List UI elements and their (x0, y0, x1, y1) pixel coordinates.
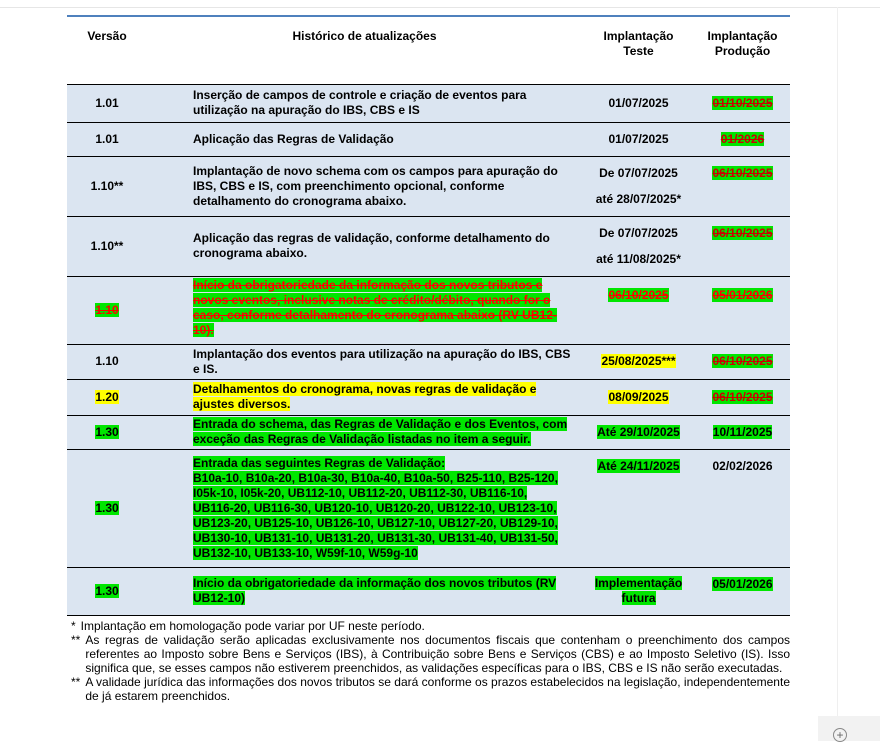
table-row (67, 122, 790, 156)
cell-teste: 01/07/2025 (608, 131, 669, 146)
cell-teste: 08/09/2025 (608, 389, 669, 404)
cell-teste: Até 29/10/2025 (597, 424, 680, 439)
cell-historico: Detalhamentos do cronograma, novas regras de validação e ajustes diversos. (193, 382, 537, 411)
viewer-top-border (0, 7, 880, 8)
footnotes (67, 619, 790, 703)
cell-producao: 10/11/2025 (712, 424, 773, 439)
cell-historico: Implantação de novo schema com os campos para apuração do IBS, CBS e IS, com preenchimento opcional, conforme detalhamento do cronograma abaixo. (193, 163, 558, 208)
document-page (67, 15, 790, 703)
cell-versao: 1.30 (95, 500, 119, 515)
table-row (67, 276, 790, 344)
cell-producao: 06/10/2025 (712, 165, 773, 180)
cell-historico: Aplicação das regras de validação, conforme detalhamento do cronograma abaixo. (193, 231, 550, 260)
cell-versao: 1.01 (95, 95, 119, 110)
header-historico: Histórico de atualizações (292, 29, 437, 43)
cell-producao: 01/10/2025 (712, 95, 773, 110)
table-row (67, 379, 790, 415)
footnote: * Implantação em homologação pode variar por UF neste período. (71, 618, 425, 633)
footnote: ** As regras de validação serão aplicadas exclusivamente nos documentos fiscais que contenham o preenchimento dos campos referentes ao Imposto sobre Bens e Serviços (IBS), à Contribuição sobre Bens e Serviços (CBS) e ao Imposto Seletivo (IS). Isso significa que, se esses campos não estiverem preenchidos, as validações específicas para o IBS, CBS e IS não serão executadas. (71, 632, 790, 675)
changelog-table (67, 15, 790, 616)
cell-producao: 02/02/2026 (712, 458, 773, 473)
table-row (67, 344, 790, 379)
footnote: ** A validade jurídica das informações dos novos tributos se dará conforme os prazos estabelecidos na legislação, independentemente de já estarem preenchidos. (71, 674, 790, 703)
cell-versao: 1.30 (95, 424, 119, 439)
table-row (67, 216, 790, 276)
plus-circle-icon: + (833, 728, 847, 742)
cell-teste: Até 24/11/2025 (597, 458, 680, 473)
table-row (67, 156, 790, 216)
table-row (67, 415, 790, 449)
viewer-right-border (837, 7, 838, 741)
cell-producao: 05/01/2026 (712, 576, 773, 591)
header-spacer (67, 70, 790, 84)
table-row (67, 449, 790, 567)
cell-teste: De 07/07/2025 até 28/07/2025* (595, 165, 682, 206)
cell-teste: De 07/07/2025 até 11/08/2025* (596, 225, 681, 266)
cell-historico: Entrada do schema, das Regras de Validação e dos Eventos, com exceção das Regras de Validação listadas no item a seguir. (193, 417, 568, 446)
cell-producao: 06/10/2025 (712, 225, 773, 240)
cell-teste: 01/07/2025 (608, 95, 669, 110)
cell-producao: 06/10/2025 (712, 389, 773, 404)
cell-teste: Implementação futura (594, 576, 683, 605)
cell-versao: 1.20 (95, 389, 119, 404)
cell-teste: 06/10/2025 (608, 287, 669, 302)
cell-teste: 25/08/2025*** (601, 354, 676, 368)
cell-historico: Início da obrigatoriedade da informação dos novos tributos (RV UB12-10) (193, 576, 557, 605)
header-teste: Implantação Teste (603, 29, 674, 58)
table-row (67, 567, 790, 615)
header-versao: Versão (87, 29, 127, 43)
cell-historico: Aplicação das Regras de Validação (193, 131, 394, 146)
zoom-in-button[interactable] (818, 716, 880, 741)
cell-versao: 1.10 (95, 354, 119, 368)
table-row (67, 84, 790, 122)
cell-versao: 1.30 (95, 583, 119, 598)
cell-historico: Entrada das seguintes Regras de Validação: B10a-10, B10a-20, B10a-30, B10a-40, B10a-50, B25-110, B25-120, I05k-10, I05k-20, UB112-10, UB112-20, UB112-30, UB116-10, UB116-20, UB116-30, UB120-10, UB120-20, UB122-10, UB123-10, UB123-20, UB125-10, UB126-10, UB127-10, UB127-20, UB129-10, UB130-10, UB131-10, UB131-20, UB131-30, UB131-40, UB131-50, UB132-10, UB133-10, W59f-10, W59g-10 (193, 455, 558, 560)
cell-versao: 1.10** (90, 238, 124, 253)
cell-producao: 01/2026 (720, 131, 765, 146)
header-producao: Implantação Produção (707, 29, 778, 58)
cell-historico: Inserção de campos de controle e criação de eventos para utilização na apuração do IBS, CBS e IS (193, 88, 527, 117)
table-header-row (67, 16, 790, 70)
cell-versao: 1.01 (95, 131, 119, 146)
cell-versao: 1.10 (95, 302, 119, 317)
cell-historico: Implantação dos eventos para utilização na apuração do IBS, CBS e IS. (193, 346, 571, 376)
cell-historico: Início da obrigatoriedade da informação dos novos tributos e novos eventos, inclusive notas de crédito/débito, quando for o caso, conforme detalhamento do cronograma abaixo (RV UB12- 10). (193, 277, 557, 337)
cell-versao: 1.10** (90, 178, 124, 193)
cell-producao: 05/01/2026 (712, 287, 773, 302)
cell-producao: 06/10/2025 (712, 354, 773, 368)
